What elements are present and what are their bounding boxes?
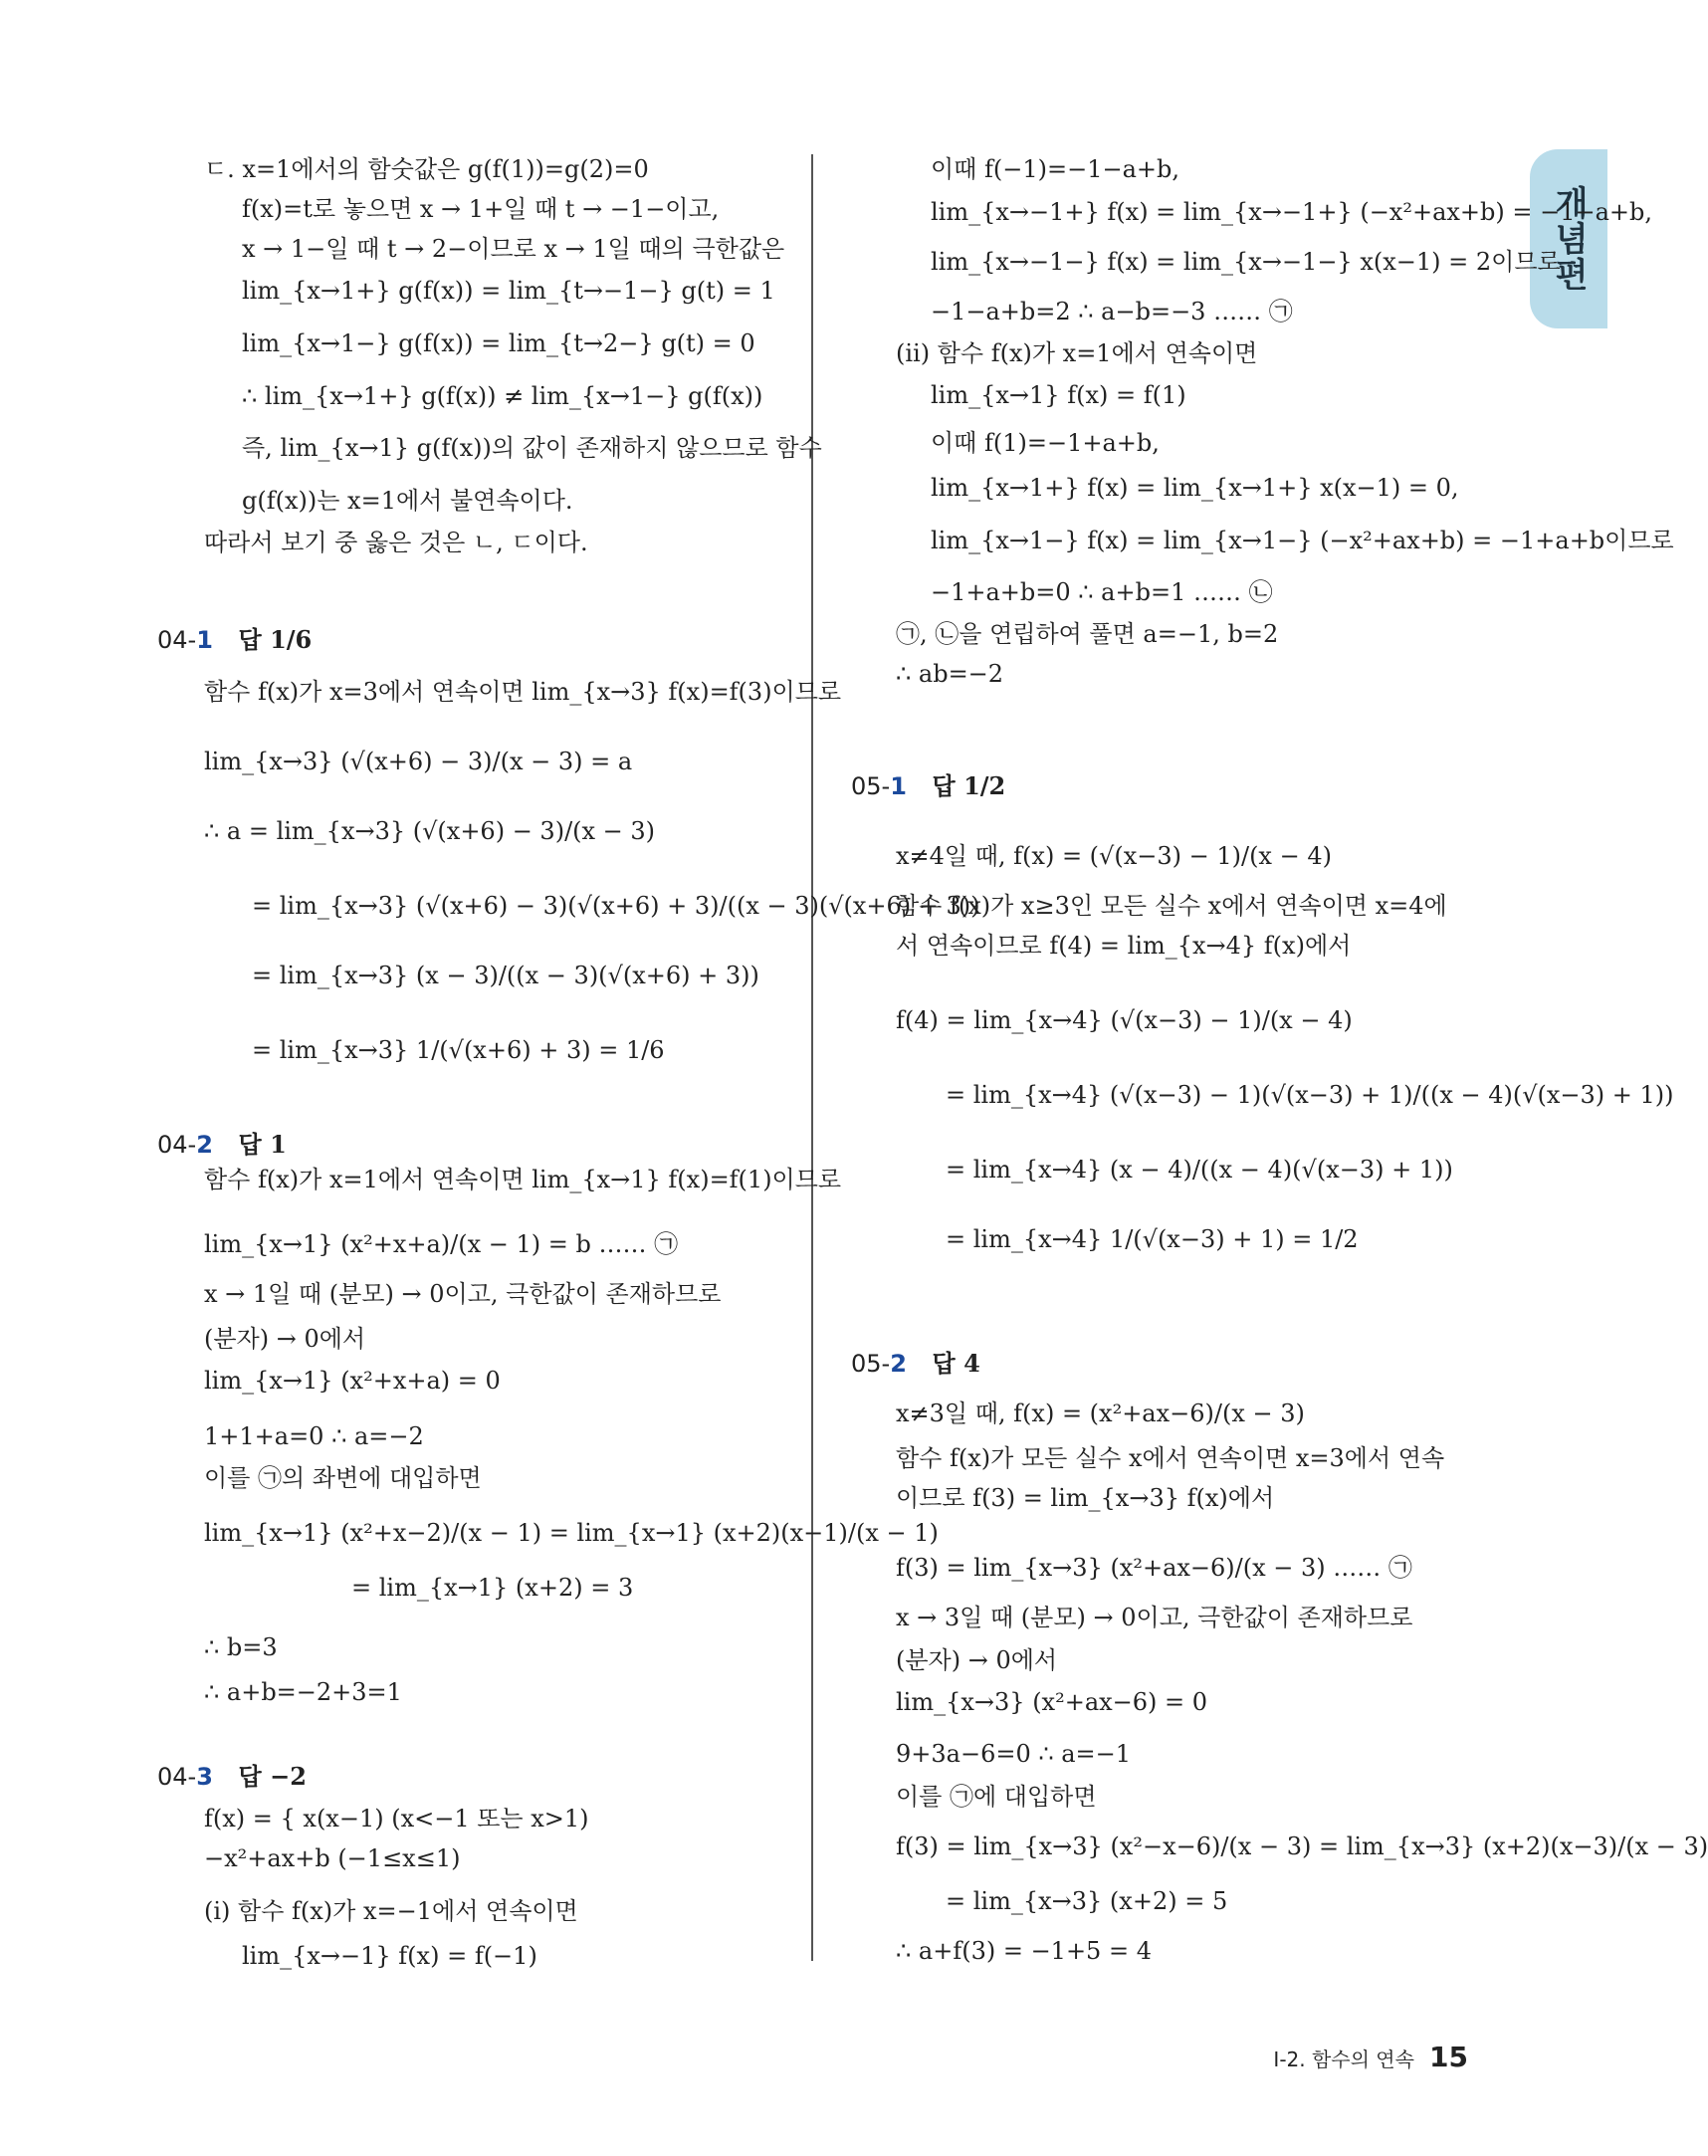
text-line: (분자) → 0에서 — [896, 1646, 1058, 1674]
math-line: ∴ a+f(3) = −1+5 = 4 — [896, 1937, 1152, 1965]
math-line: lim_{x→1} (x²+x+a)/(x − 1) = b …… ㉠ — [204, 1230, 679, 1258]
problem-header-05-1 — [851, 771, 1005, 801]
answer-label: 답 4 — [932, 1349, 980, 1378]
text-line: 이를 ㉠의 좌변에 대입하면 — [204, 1464, 482, 1492]
answer-label: 답 1/2 — [932, 771, 1006, 800]
page-footer — [1273, 2041, 1468, 2073]
problem-number-prefix: 04- — [157, 1763, 197, 1791]
text-line: x → 1일 때 (분모) → 0이고, 극한값이 존재하므로 — [204, 1280, 722, 1308]
text-line: 이때 f(−1)=−1−a+b, — [931, 155, 1179, 183]
problem-number-main: 3 — [196, 1763, 213, 1791]
text-line: ㄷ. x=1에서의 함숫값은 g(f(1))=g(2)=0 — [204, 155, 649, 183]
math-line: 1+1+a=0 ∴ a=−2 — [204, 1422, 424, 1450]
text-line: (분자) → 0에서 — [204, 1325, 366, 1353]
problem-number-prefix: 05- — [851, 772, 891, 800]
text-line: 함수 f(x)가 x=3에서 연속이면 lim_{x→3} f(x)=f(3)이므로 — [204, 678, 842, 706]
math-line: = lim_{x→3} (x+2) = 5 — [946, 1887, 1228, 1915]
problem-header-04-2 — [157, 1130, 287, 1160]
problem-number-main: 2 — [890, 1350, 907, 1378]
math-line: x≠3일 때, f(x) = (x²+ax−6)/(x − 3) — [896, 1400, 1305, 1427]
math-line: ∴ lim_{x→1+} g(f(x)) ≠ lim_{x→1−} g(f(x)) — [242, 382, 763, 410]
math-line: = lim_{x→1} (x+2) = 3 — [351, 1574, 634, 1602]
math-line: lim_{x→3} (x²+ax−6) = 0 — [896, 1688, 1208, 1716]
math-line: lim_{x→1} (x²+x+a) = 0 — [204, 1367, 501, 1395]
problem-header-04-1 — [157, 625, 312, 655]
chapter-label: Ⅰ-2. 함수의 연속 — [1273, 2048, 1414, 2071]
text-line: 함수 f(x)가 모든 실수 x에서 연속이면 x=3에서 연속 — [896, 1444, 1445, 1472]
math-line: = lim_{x→3} (x − 3)/((x − 3)(√(x+6) + 3)) — [252, 962, 759, 989]
text-line: (ⅱ) 함수 f(x)가 x=1에서 연속이면 — [896, 339, 1258, 367]
math-line: lim_{x→1−} f(x) = lim_{x→1−} (−x²+ax+b) = −1+a+b이므로 — [931, 527, 1674, 554]
text-line: 이때 f(1)=−1+a+b, — [931, 429, 1160, 457]
math-line: 9+3a−6=0 ∴ a=−1 — [896, 1740, 1132, 1768]
page-number: 15 — [1429, 2041, 1468, 2073]
answer-label: 답 −2 — [238, 1762, 307, 1791]
math-line: −1−a+b=2 ∴ a−b=−3 …… ㉠ — [931, 298, 1293, 325]
problem-header-04-3 — [157, 1762, 307, 1792]
math-line: −1+a+b=0 ∴ a+b=1 …… ㉡ — [931, 578, 1273, 606]
text-line: 즉, lim_{x→1} g(f(x))의 값이 존재하지 않으므로 함수 — [242, 434, 822, 462]
answer-label: 답 1 — [238, 1130, 287, 1159]
math-line: ∴ a+b=−2+3=1 — [204, 1678, 402, 1706]
problem-number-prefix: 04- — [157, 1131, 197, 1159]
text-line: x → 1−일 때 t → 2−이므로 x → 1일 때의 극한값은 — [242, 235, 785, 263]
problem-number-main: 1 — [196, 626, 213, 654]
math-line: ∴ a = lim_{x→3} (√(x+6) − 3)/(x − 3) — [204, 817, 656, 845]
text-line: g(f(x))는 x=1에서 불연속이다. — [242, 487, 573, 515]
text-line: 이므로 f(3) = lim_{x→3} f(x)에서 — [896, 1484, 1275, 1512]
problem-number-prefix: 05- — [851, 1350, 891, 1378]
math-line: lim_{x→1+} g(f(x)) = lim_{t→−1−} g(t) = 1 — [242, 277, 775, 305]
math-line: = lim_{x→4} 1/(√(x−3) + 1) = 1/2 — [946, 1225, 1359, 1253]
math-line: x≠4일 때, f(x) = (√(x−3) − 1)/(x − 4) — [896, 842, 1332, 870]
math-line: f(x) = { x(x−1) (x<−1 또는 x>1) — [204, 1805, 589, 1833]
text-line: (ⅰ) 함수 f(x)가 x=−1에서 연속이면 — [204, 1897, 578, 1925]
problem-header-05-2 — [851, 1349, 980, 1379]
math-line: lim_{x→1+} f(x) = lim_{x→1+} x(x−1) = 0, — [931, 474, 1459, 502]
text-line: 함수 f(x)가 x=1에서 연속이면 lim_{x→1} f(x)=f(1)이므로 — [204, 1166, 842, 1193]
math-line: lim_{x→−1+} f(x) = lim_{x→−1+} (−x²+ax+b) = −1−a+b, — [931, 198, 1653, 226]
math-line: = lim_{x→4} (√(x−3) − 1)(√(x−3) + 1)/((x − 4)(√(x−3) + 1)) — [946, 1081, 1674, 1109]
text-line: 함수 f(x)가 x≥3인 모든 실수 x에서 연속이면 x=4에 — [896, 892, 1447, 920]
text-line: f(x)=t로 놓으면 x → 1+일 때 t → −1−이고, — [242, 195, 720, 223]
math-line: ∴ ab=−2 — [896, 660, 1004, 688]
math-line: ∴ b=3 — [204, 1633, 278, 1661]
column-divider — [811, 154, 813, 1961]
text-line: ㉠, ㉡을 연립하여 풀면 a=−1, b=2 — [896, 620, 1279, 648]
math-line: f(3) = lim_{x→3} (x²+ax−6)/(x − 3) …… ㉠ — [896, 1554, 1412, 1582]
math-line: lim_{x→1} f(x) = f(1) — [931, 381, 1186, 409]
math-line: lim_{x→1−} g(f(x)) = lim_{t→2−} g(t) = 0 — [242, 329, 755, 357]
problem-number-main: 2 — [196, 1131, 213, 1159]
text-line: x → 3일 때 (분모) → 0이고, 극한값이 존재하므로 — [896, 1604, 1413, 1631]
math-line: lim_{x→−1−} f(x) = lim_{x→−1−} x(x−1) = 2이므로 — [931, 248, 1561, 276]
math-line: = lim_{x→3} 1/(√(x+6) + 3) = 1/6 — [252, 1036, 665, 1064]
math-line: f(3) = lim_{x→3} (x²−x−6)/(x − 3) = lim_{x→3} (x+2)(x−3)/(x − 3) — [896, 1833, 1708, 1860]
problem-number-main: 1 — [890, 772, 907, 800]
text-line: 이를 ㉠에 대입하면 — [896, 1783, 1097, 1811]
math-line: = lim_{x→4} (x − 4)/((x − 4)(√(x−3) + 1)) — [946, 1156, 1453, 1184]
side-tab-label: 개념편 — [1548, 185, 1589, 293]
text-line: 서 연속이므로 f(4) = lim_{x→4} f(x)에서 — [896, 932, 1352, 960]
math-line: lim_{x→1} (x²+x−2)/(x − 1) = lim_{x→1} (x+2)(x−1)/(x − 1) — [204, 1519, 939, 1547]
answer-label: 답 1/6 — [238, 625, 313, 654]
math-line: −x²+ax+b (−1≤x≤1) — [204, 1844, 461, 1872]
math-line: f(4) = lim_{x→4} (√(x−3) − 1)/(x − 4) — [896, 1006, 1353, 1034]
math-line: lim_{x→−1} f(x) = f(−1) — [242, 1942, 537, 1970]
math-line: lim_{x→3} (√(x+6) − 3)/(x − 3) = a — [204, 748, 633, 775]
text-line: 따라서 보기 중 옳은 것은 ㄴ, ㄷ이다. — [204, 529, 588, 556]
concept-section-tab — [1530, 149, 1607, 328]
math-line: = lim_{x→3} (√(x+6) − 3)(√(x+6) + 3)/((x − 3)(√(x+6) + 3)) — [252, 892, 980, 920]
problem-number-prefix: 04- — [157, 626, 197, 654]
